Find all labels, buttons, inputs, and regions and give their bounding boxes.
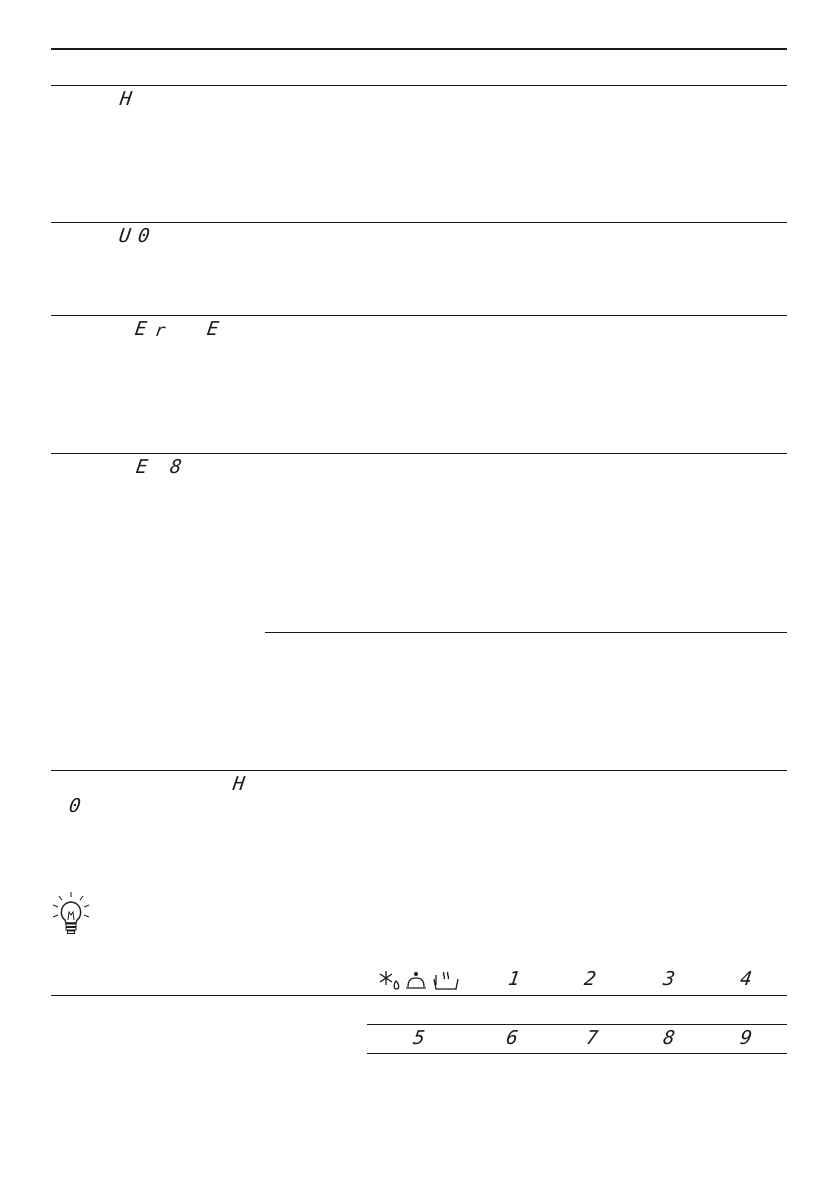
snowflake-drop-icon xyxy=(380,971,399,989)
level-table-rule xyxy=(367,1053,787,1054)
row-divider xyxy=(51,222,787,223)
level-number: 6 xyxy=(504,1027,520,1049)
bell-icon xyxy=(406,973,426,988)
bath-steam-icon xyxy=(434,972,458,989)
level-number: 4 xyxy=(738,968,754,990)
lightbulb-icon xyxy=(49,890,93,936)
display-code-8: 8 xyxy=(168,456,184,478)
display-code-e: E xyxy=(133,318,149,340)
display-code-0: 0 xyxy=(136,225,152,247)
table-header-rule xyxy=(51,85,787,86)
level-number: 1 xyxy=(506,968,522,990)
level-table-rule xyxy=(367,1024,787,1025)
display-code-u: U xyxy=(117,225,133,247)
level-symbols xyxy=(378,968,468,992)
level-number: 3 xyxy=(661,968,677,990)
level-number: 5 xyxy=(411,1027,427,1049)
row-divider xyxy=(51,315,787,316)
level-number: 9 xyxy=(738,1027,754,1049)
display-code-e: E xyxy=(205,318,221,340)
display-code-h: H xyxy=(118,88,134,110)
display-code-e: E xyxy=(134,456,150,478)
row-divider xyxy=(51,770,787,771)
level-number: 8 xyxy=(661,1027,677,1049)
display-code-h: H xyxy=(231,773,247,795)
level-number: 2 xyxy=(582,968,598,990)
display-code-0: 0 xyxy=(67,795,83,817)
level-table-rule xyxy=(51,995,787,996)
sub-row-divider xyxy=(265,632,787,633)
display-code-r: r xyxy=(153,321,168,341)
level-number: 7 xyxy=(584,1027,600,1049)
row-divider xyxy=(51,453,787,454)
table-top-rule xyxy=(51,48,787,50)
